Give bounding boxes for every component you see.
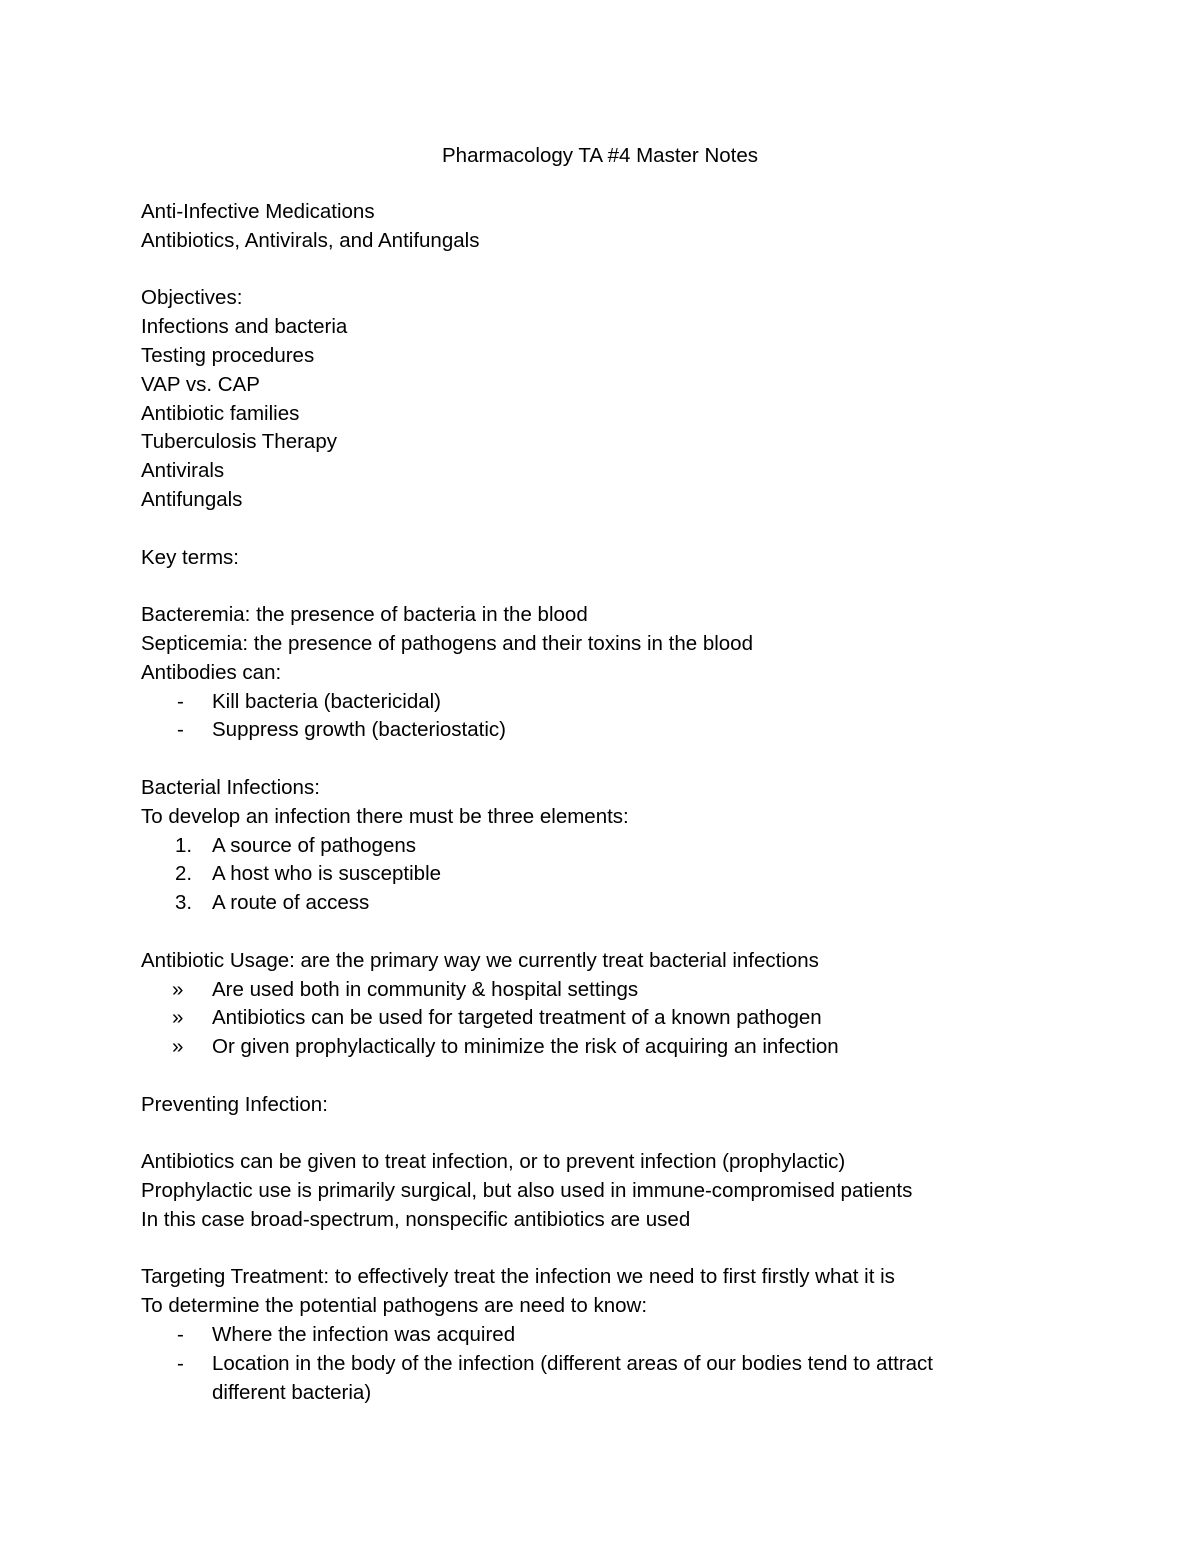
document-title: Pharmacology TA #4 Master Notes <box>442 144 758 167</box>
subtitle-drug-classes: Antibiotics, Antivirals, and Antifungals <box>141 228 480 252</box>
bacterial-infections-intro: To develop an infection there must be three elements: <box>141 804 629 828</box>
list-item <box>141 1033 1041 1062</box>
paragraph-line: In this case broad-spectrum, nonspecific antibiotics are used <box>141 1207 691 1231</box>
list-item-text: Where the infection was acquired <box>212 1323 516 1347</box>
list-item <box>141 1004 1041 1033</box>
list-number: 3. <box>175 891 193 915</box>
list-item <box>141 688 1041 717</box>
targeting-treatment-list <box>141 1321 1041 1407</box>
term-bacteremia: Bacteremia: the presence of bacteria in the blood <box>141 603 588 627</box>
list-item <box>141 860 1041 889</box>
chevron-bullet-icon: » <box>172 1035 184 1059</box>
list-item-text: A source of pathogens <box>212 833 417 857</box>
paragraph-line: Antibiotics can be given to treat infection, or to prevent infection (prophylactic) <box>141 1150 846 1174</box>
document-page <box>141 140 1041 1407</box>
preventing-infection-heading: Preventing Infection: <box>141 1092 328 1116</box>
list-item <box>141 832 1041 861</box>
key-terms-heading: Key terms: <box>141 545 239 569</box>
dash-bullet: - <box>177 689 184 713</box>
dash-bullet: - <box>177 1351 184 1375</box>
list-item <box>141 976 1041 1005</box>
list-item <box>141 1350 1002 1408</box>
list-item-text: Antibiotics can be used for targeted treatment of a known pathogen <box>212 1006 822 1030</box>
antibiotic-usage-intro: Antibiotic Usage: are the primary way we currently treat bacterial infections <box>141 948 819 972</box>
objective-item: Antivirals <box>141 459 225 483</box>
list-item-text: Are used both in community & hospital settings <box>212 977 639 1001</box>
bacterial-infections-heading: Bacterial Infections: <box>141 775 320 799</box>
list-number: 2. <box>175 862 193 886</box>
dash-bullet: - <box>177 718 184 742</box>
targeting-treatment-intro: Targeting Treatment: to effectively treat the infection we need to first firstly what it is <box>141 1265 895 1289</box>
list-item-text: A host who is susceptible <box>212 862 442 886</box>
objective-item: VAP vs. CAP <box>141 372 260 396</box>
list-item-text: Location in the body of the infection (different areas of our bodies tend to attract different bacteria) <box>212 1351 934 1404</box>
chevron-bullet-icon: » <box>172 977 184 1001</box>
targeting-treatment-line: To determine the potential pathogens are need to know: <box>141 1294 648 1318</box>
objective-item: Tuberculosis Therapy <box>141 430 337 454</box>
list-item-text: Kill bacteria (bactericidal) <box>212 689 442 713</box>
antibiotic-usage-list <box>141 976 1041 1062</box>
objective-item: Infections and bacteria <box>141 315 348 339</box>
chevron-bullet-icon: » <box>172 1006 184 1030</box>
list-item-text: A route of access <box>212 891 370 915</box>
term-septicemia: Septicemia: the presence of pathogens and their toxins in the blood <box>141 631 753 655</box>
list-number: 1. <box>175 833 193 857</box>
antibodies-intro: Antibodies can: <box>141 660 282 684</box>
list-item <box>141 1321 1041 1350</box>
list-item <box>141 716 1041 745</box>
objective-item: Antifungals <box>141 487 243 511</box>
list-item <box>141 889 1041 918</box>
list-item-text: Or given prophylactically to minimize the risk of acquiring an infection <box>212 1035 839 1059</box>
paragraph-line: Prophylactic use is primarily surgical, but also used in immune-compromised patients <box>141 1179 913 1203</box>
list-item-text: Suppress growth (bacteriostatic) <box>212 718 506 742</box>
objective-item: Testing procedures <box>141 343 315 367</box>
subtitle-anti-infective: Anti-Infective Medications <box>141 200 375 223</box>
objective-item: Antibiotic families <box>141 401 300 425</box>
infection-elements-list <box>141 832 1041 918</box>
dash-bullet: - <box>177 1323 184 1347</box>
objectives-heading: Objectives: <box>141 286 243 310</box>
antibodies-list <box>141 688 1041 746</box>
